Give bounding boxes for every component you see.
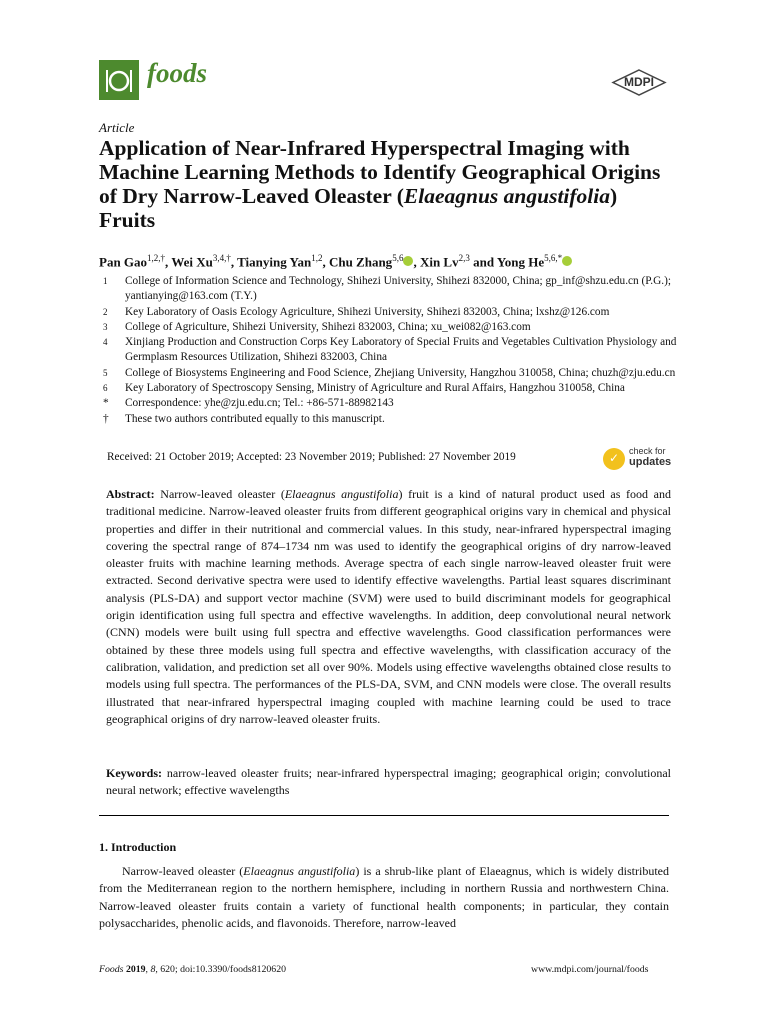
author-affil: 5,6,* [544, 253, 563, 263]
footer-doi: , 620; doi:10.3390/foods8120620 [155, 964, 286, 975]
author-name: Tianying Yan [237, 254, 312, 270]
affiliation-text: College of Agriculture, Shihezi University, Shihezi 832003, China; xu_wei082@163.com [125, 320, 531, 333]
title-part1: Application of Near-Infrared Hyperspectral Imaging with Machine Learning Methods to Identify Geographical Origins of Dry Narrow-Leaved Oleaster ( [99, 136, 661, 208]
affiliation-text: Key Laboratory of Oasis Ecology Agriculture, Shihezi University, Shihezi 832003, China; lxshz@126.com [125, 305, 610, 318]
affiliation-text: Correspondence: yhe@zju.edu.cn; Tel.: +86-571-88982143 [125, 397, 394, 410]
abstract-species: Elaeagnus angustifolia [284, 487, 399, 501]
author-name: Xin Lv [419, 254, 459, 270]
journal-name: foods [147, 58, 207, 88]
abstract-pre: Narrow-leaved oleaster ( [154, 487, 285, 501]
affiliation-mark: 6 [103, 383, 108, 394]
keywords-label: Keywords: [106, 766, 162, 780]
intro-body: ) is a shrub-like plant of Elaeagnus, which is widely distributed from the Mediterranean region to the northern hemisphere, including in northern Russia and northwestern China. Narrow-leaved oleaster fruits contain a variety of functional health components; in particular, they contain polysaccharides, phenolic acids, and flavonoids. Therefore, narrow-leaved [99, 864, 670, 930]
affiliation-mark: 2 [103, 306, 108, 317]
citation-footer: Foods 2019, 8, 620; doi:10.3390/foods8120620 [99, 964, 286, 975]
affiliation-item [103, 335, 678, 366]
article-title [99, 136, 674, 232]
affiliation-mark: 1 [103, 276, 108, 286]
affiliation-item [103, 320, 678, 335]
orcid-icon[interactable] [562, 256, 572, 266]
affiliation-mark: † [103, 412, 109, 425]
affiliation-item [103, 381, 678, 396]
check-updates-line2: updates [629, 456, 672, 468]
author-name: Chu Zhang [328, 254, 393, 270]
affiliation-text: These two authors contributed equally to this manuscript. [125, 412, 385, 425]
author-affil: 1,2,† [147, 253, 166, 263]
intro-pre: Narrow-leaved oleaster ( [122, 864, 244, 878]
affiliation-item [103, 305, 678, 320]
journal-url-link[interactable]: www.mdpi.com/journal/foods [531, 964, 649, 975]
abstract-label: Abstract: [106, 487, 155, 501]
author-name: Wei Xu [171, 254, 213, 270]
affiliation-mark: * [103, 397, 109, 410]
author-affil: 1,2 [311, 253, 323, 263]
intro-paragraph [99, 863, 669, 932]
author-affil: 3,4,† [212, 253, 231, 263]
keywords [106, 765, 671, 800]
check-updates-line1: check for [629, 446, 666, 456]
journal-logo-icon [99, 60, 139, 100]
check-updates-icon: ✓ [603, 448, 625, 470]
mdpi-logo-icon [611, 69, 667, 96]
section-heading: 1. Introduction [99, 840, 177, 854]
affiliation-mark: 4 [103, 337, 108, 348]
title-species: Elaeagnus angustifolia [403, 184, 611, 208]
affiliation-mark: 5 [103, 367, 108, 378]
author-list: Pan Gao$^{1,2,\dagger}$, Wei $Xu^{3,4,\dagger}$, Tianying Yan$^{1,2}$, Chu Zhang$^{5,6}$ , Xin Lv$^{2,3}$ and Yong $He^{5,6,*}$ [99, 253, 572, 270]
correspondence [103, 396, 678, 411]
check-for-updates-button[interactable] [603, 446, 673, 474]
affiliation-text: Key Laboratory of Spectroscopy Sensing, Ministry of Agriculture and Rural Affairs, Hangzhou 310058, China [125, 382, 625, 395]
footer-year: 2019 [125, 964, 146, 975]
author-affil: 2,3 [458, 253, 470, 263]
affiliation-mark: 3 [103, 321, 108, 332]
title-part2: ) Fruits [99, 184, 618, 232]
author-name: Pan Gao [99, 254, 148, 270]
section-divider [99, 815, 669, 816]
author-affil: 5,6 [392, 253, 404, 263]
publication-dates: Received: 21 October 2019; Accepted: 23 November 2019; Published: 27 November 2019 [107, 451, 516, 463]
affiliation-text: College of Information Science and Technology, Shihezi University, Shihezi 832000, China; gp_inf@shzu.edu.cn (P.G.); yantianying@163.com (T.Y.) [125, 275, 672, 303]
author-name: Yong He [496, 254, 545, 270]
affiliation-item [103, 274, 678, 305]
affiliation-item [103, 366, 678, 381]
footer-journal: Foods [99, 964, 124, 975]
equal-contribution-note [103, 412, 678, 427]
affiliation-text: Xinjiang Production and Construction Corps Key Laboratory of Special Fruits and Vegetables Cultivation Physiology and Germplasm Resources Utilization, Shihezi 832003, China [125, 336, 677, 364]
abstract [106, 486, 671, 728]
affiliation-text: College of Biosystems Engineering and Food Science, Zhejiang University, Hangzhou 310058, China; chuzh@zju.edu.cn [125, 366, 676, 379]
orcid-icon[interactable] [403, 256, 413, 266]
intro-species: Elaeagnus angustifolia [243, 864, 356, 878]
affiliation-list [103, 274, 678, 427]
publisher-name: MDPI [624, 75, 654, 89]
abstract-body: ) fruit is a kind of natural product used as food and traditional medicine. Narrow-leaved oleaster fruits from different geographical origins vary in chemical and physical properties and differ in their nutritional and commercial values. In this study, near-infrared hyperspectral imaging covering the spectral range of 874–1734 nm was used to identify the geographical origins of dry narrow-leaved oleaster fruits with machine learning methods. Average spectra of each single narrow-leaved oleaster fruit were extracted. Second derivative spectra were used to identify effective wavelengths. Partial least squares discriminant analysis (PLS-DA) and support vector machine (SVM) were used to build discriminant models for geographical origin identification using full spectra and effective wavelengths. In addition, deep convolutional neural network (CNN) models were built using full spectra and effective wavelengths. Good classification performances were obtained by these three models using full spectra and effective wavelengths, with classification accuracy of the calibration, validation, and prediction set all over 90%. Models using effective wavelengths obtained close results to models using full spectra. The performances of the PLS-DA, SVM, and CNN models were close. The overall results illustrated that near-infrared hyperspectral imaging coupled with machine learning could be used to trace geographical origins of dry narrow-leaved oleaster fruits. [106, 487, 672, 726]
article-type: Article [99, 120, 135, 135]
keywords-text: narrow-leaved oleaster fruits; near-infrared hyperspectral imaging; geographical origin; convolutional neural network; effective wavelengths [106, 766, 671, 798]
footer-volume: 8 [150, 964, 156, 975]
